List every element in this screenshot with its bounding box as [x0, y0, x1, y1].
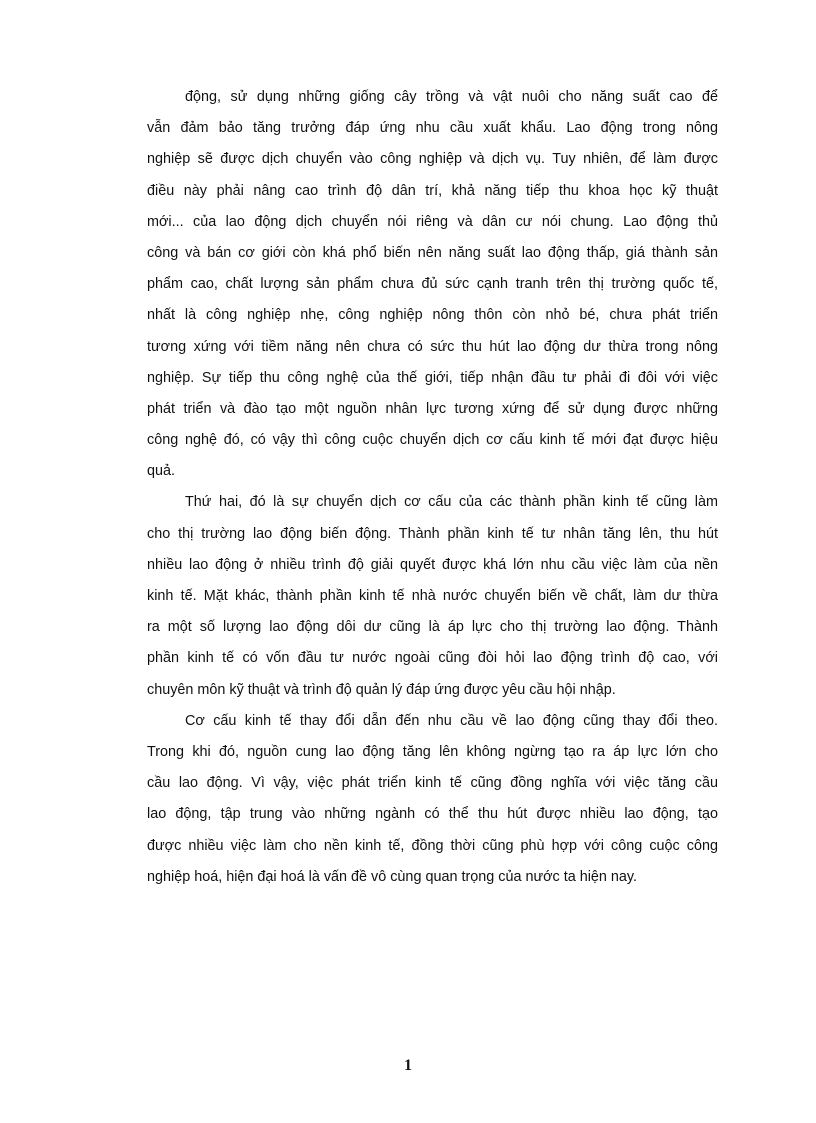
text-line: nghiệp hoá, hiện đại hoá là vấn đề vô cùng quan trọng của nước ta hiện nay. — [147, 868, 638, 885]
paragraph-1 — [147, 88, 718, 480]
text-line: nghiệp. Sự tiếp thu công nghệ của thế giới, tiếp nhận đầu tư phải đi đôi với việc — [147, 369, 718, 386]
text-line: nghiệp sẽ được dịch chuyển vào công nghiệp và dịch vụ. Tuy nhiên, để làm được — [147, 151, 718, 168]
text-line: công và bán cơ giới còn khá phổ biến nên năng suất lao động thấp, giá thành sản — [147, 244, 718, 261]
paragraph-3 — [147, 712, 718, 886]
text-line: phát triển và đào tạo một nguồn nhân lực tương xứng để sử dụng được những — [147, 400, 718, 417]
text-line: vẫn đảm bảo tăng trưởng đáp ứng nhu cầu xuất khẩu. Lao động trong nông — [147, 120, 718, 137]
text-line: kinh tế. Mặt khác, thành phần kinh tế nhà nước chuyển biến về chất, làm dư thừa — [147, 588, 718, 604]
text-line: lao động, tập trung vào những ngành có thể thu hút được nhiều lao động, tạo — [147, 806, 718, 823]
page-number: 1 — [404, 1057, 412, 1074]
text-line: động, sử dụng những giống cây trồng và vật nuôi cho năng suất cao để — [185, 89, 718, 105]
text-line: công nghệ đó, có vậy thì công cuộc chuyển dịch cơ cấu kinh tế mới đạt được hiệu — [147, 432, 718, 449]
text-line: Cơ cấu kinh tế thay đổi dẫn đến nhu cầu về lao động cũng thay đổi theo. — [185, 712, 718, 729]
text-line: Trong khi đó, nguồn cung lao động tăng lên không ngừng tạo ra áp lực lớn cho — [147, 743, 718, 760]
text-line: Thứ hai, đó là sự chuyển dịch cơ cấu của các thành phần kinh tế cũng làm — [185, 494, 718, 511]
text-line: chuyên môn kỹ thuật và trình độ quản lý đáp ứng được yêu cầu hội nhập. — [147, 681, 616, 698]
text-line: nhiều lao động ở nhiều trình độ giải quyết được khá lớn nhu cầu việc làm của nền — [147, 556, 718, 573]
text-line: điều này phải nâng cao trình độ dân trí, khả năng tiếp thu khoa học kỹ thuật — [147, 182, 718, 199]
text-line: mới... của lao động dịch chuyển nói riêng và dân cư nói chung. Lao động thủ — [147, 213, 718, 230]
paragraph-2 — [147, 493, 718, 698]
document-body — [147, 88, 718, 899]
text-line: ra một số lượng lao động dôi dư cũng là áp lực cho thị trường lao động. Thành — [147, 619, 718, 636]
text-line: nhất là công nghiệp nhẹ, công nghiệp nông thôn còn nhỏ bé, chưa phát triển — [147, 307, 718, 324]
text-line: quả. — [147, 463, 176, 480]
text-line: được nhiều việc làm cho nền kinh tế, đồng thời cũng phù hợp với công cuộc công — [147, 837, 718, 854]
text-line: cho thị trường lao động biến động. Thành phần kinh tế tư nhân tăng lên, thu hút — [147, 525, 718, 542]
text-line: tương xứng với tiềm năng nên chưa có sức thu hút lao động dư thừa trong nông — [147, 338, 718, 355]
text-line: cầu lao động. Vì vậy, việc phát triển kinh tế cũng đồng nghĩa với việc tăng cầu — [147, 775, 718, 792]
text-line: phần kinh tế có vốn đầu tư nước ngoài cũng đòi hỏi lao động trình độ cao, với — [147, 650, 718, 667]
text-line: phẩm cao, chất lượng sản phẩm chưa đủ sức cạnh tranh trên thị trường quốc tế, — [147, 276, 718, 293]
